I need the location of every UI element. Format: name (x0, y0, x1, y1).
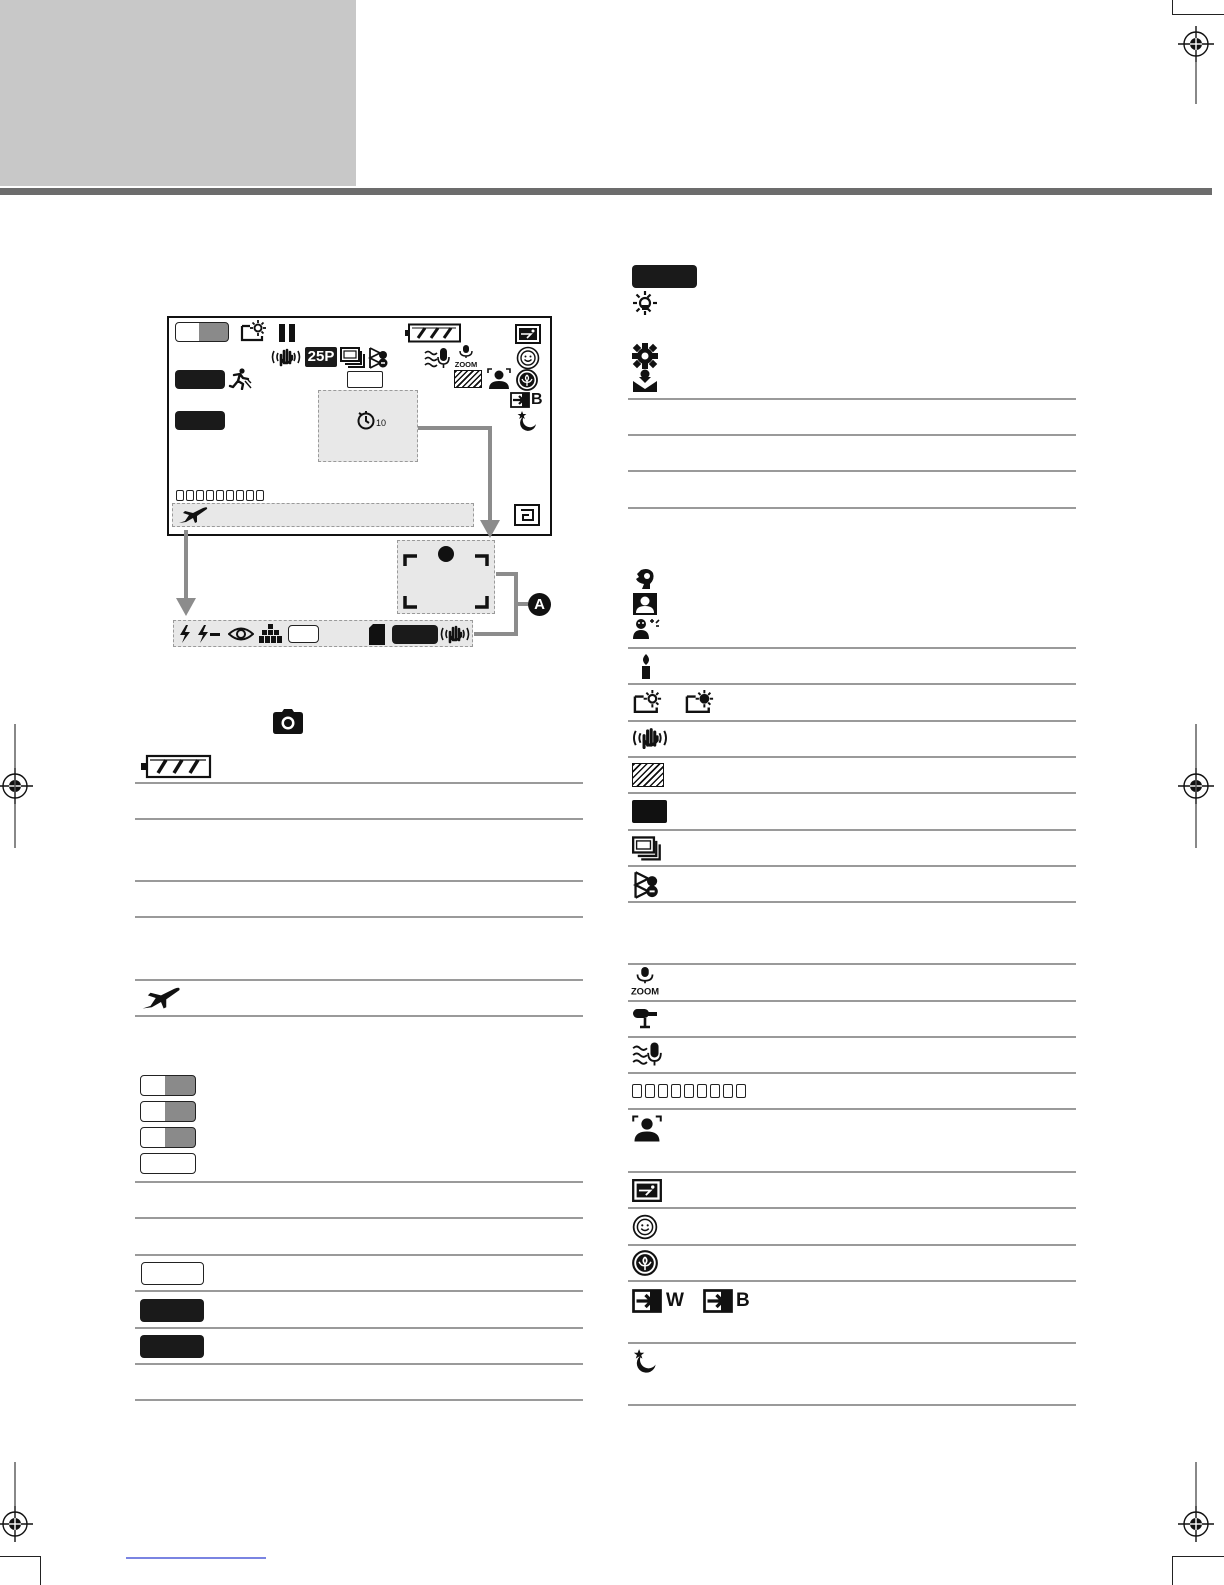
backlight-icon (240, 320, 268, 342)
rule-r-7 (628, 720, 1076, 722)
rule-r-23 (628, 1404, 1076, 1406)
camera-icon (272, 709, 304, 735)
mode-switch-icon (175, 322, 229, 342)
portrait-side-icon (632, 567, 656, 591)
rule-l-3 (135, 880, 583, 882)
mic-row-icon (632, 1007, 658, 1029)
rule-l-10 (135, 1290, 583, 1292)
rule-r-15 (628, 1036, 1076, 1038)
bracket-row-icon (633, 871, 661, 899)
rule-l-13 (135, 1399, 583, 1401)
night-row-icon (632, 1348, 658, 1374)
rule-l-5 (135, 979, 583, 981)
red-eye-icon (228, 626, 254, 642)
rule-r-22 (628, 1342, 1076, 1344)
rule-r-10 (628, 829, 1076, 831)
wind-b-icon (510, 392, 530, 408)
rule-l-8 (135, 1217, 583, 1219)
macro-icon (516, 369, 538, 391)
rule-r-1 (628, 398, 1076, 400)
rule-r-18 (628, 1171, 1076, 1173)
scenery-row-icon (632, 1179, 662, 1202)
wind-b-label: B (531, 391, 543, 408)
header-tab (0, 0, 356, 186)
svg-text:ZOOM: ZOOM (455, 360, 477, 369)
face-row-icon (632, 1214, 658, 1240)
wind-w-label: W (666, 1290, 684, 1311)
rule-r-9 (628, 792, 1076, 794)
remaining-digits-row (632, 1084, 749, 1103)
stabilizer-icon (270, 347, 302, 367)
rule-r-12 (628, 901, 1076, 903)
backlight-row-icon-1 (632, 690, 664, 714)
framerate-25p-badge: 25P (305, 347, 337, 367)
pause-icon (279, 324, 285, 342)
zoom-mic-row-icon (631, 967, 659, 997)
mode-icon-4 (140, 1153, 196, 1174)
rule-r-21 (628, 1280, 1076, 1282)
rule-r-14 (628, 1000, 1076, 1002)
sun-icon (632, 290, 658, 316)
rule-r-17 (628, 1108, 1076, 1110)
backlight-row-icon-2 (684, 690, 716, 714)
spotlight-white-icon (632, 369, 658, 393)
wide-mode-icon (632, 800, 667, 823)
wind-noise-row-icon (632, 1041, 662, 1067)
stabilizer-row-icon (631, 726, 669, 750)
rule-l-9 (135, 1254, 583, 1256)
battery-row-icon (140, 754, 212, 779)
stabilizer-small-icon (439, 624, 471, 644)
mode-icon-1 (140, 1075, 196, 1096)
wind-w-icon (632, 1289, 662, 1313)
face-icon (516, 346, 540, 370)
rule-r-20 (628, 1244, 1076, 1246)
rule-r-6 (628, 683, 1076, 685)
rule-r-3 (628, 470, 1076, 472)
burst-icon (340, 347, 366, 369)
rule-r-2 (628, 434, 1076, 436)
wind-b-row-icon (703, 1289, 733, 1313)
candle-icon (638, 654, 654, 680)
portrait-frame-row-icon (632, 1115, 662, 1143)
quality-outline-icon (141, 1262, 204, 1285)
quality-badge (392, 625, 438, 644)
rule-r-19 (628, 1207, 1076, 1209)
rule-l-2 (135, 818, 583, 820)
rule-r-8 (628, 756, 1076, 758)
rule-r-5 (628, 647, 1076, 649)
header-bar (0, 188, 1212, 195)
macro-row-icon (632, 1250, 658, 1276)
wind-noise-icon (424, 347, 450, 369)
pause-icon-bar2 (289, 324, 295, 342)
quality-dark-icon-2 (140, 1335, 204, 1358)
quality-dark-icon-1 (140, 1299, 204, 1322)
rule-r-11 (628, 865, 1076, 867)
portrait-frame-icon (487, 368, 511, 390)
rule-l-11 (135, 1327, 583, 1329)
mode-icon-2 (140, 1101, 196, 1122)
bracket-icon (368, 347, 390, 369)
gradation-icon (454, 370, 482, 388)
quality-dark-icon-top (632, 265, 697, 288)
portrait-icon (632, 592, 658, 616)
rule-l-12 (135, 1363, 583, 1365)
rule-r-16 (628, 1072, 1076, 1074)
rule-r-4 (628, 507, 1076, 509)
gain-icon (258, 624, 284, 644)
gear-icon (632, 343, 658, 369)
airplane-row-icon (140, 984, 182, 1012)
rule-l-6 (135, 1015, 583, 1017)
callout-a: A (528, 593, 551, 616)
rule-l-1 (135, 782, 583, 784)
mode-icon-3 (140, 1127, 196, 1148)
sd-card-icon (368, 623, 386, 646)
sport-icon (228, 368, 252, 390)
rule-l-4 (135, 916, 583, 918)
empty-badge (347, 371, 383, 388)
mode-badge-1 (175, 370, 225, 389)
blank-badge (288, 625, 319, 643)
rule-l-7 (135, 1181, 583, 1183)
rule-r-13 (628, 963, 1076, 965)
night-portrait-icon (632, 617, 660, 641)
scenery-icon (515, 324, 541, 344)
gradation-row-icon (632, 763, 664, 787)
zoom-mic-icon (455, 345, 477, 369)
battery-icon (404, 323, 462, 343)
burst-row-icon (632, 836, 662, 862)
focus-brackets (403, 544, 489, 610)
self-timer-sub: 10 (376, 418, 387, 428)
svg-text:ZOOM: ZOOM (631, 986, 659, 997)
wind-b-row-label: B (736, 1290, 750, 1311)
